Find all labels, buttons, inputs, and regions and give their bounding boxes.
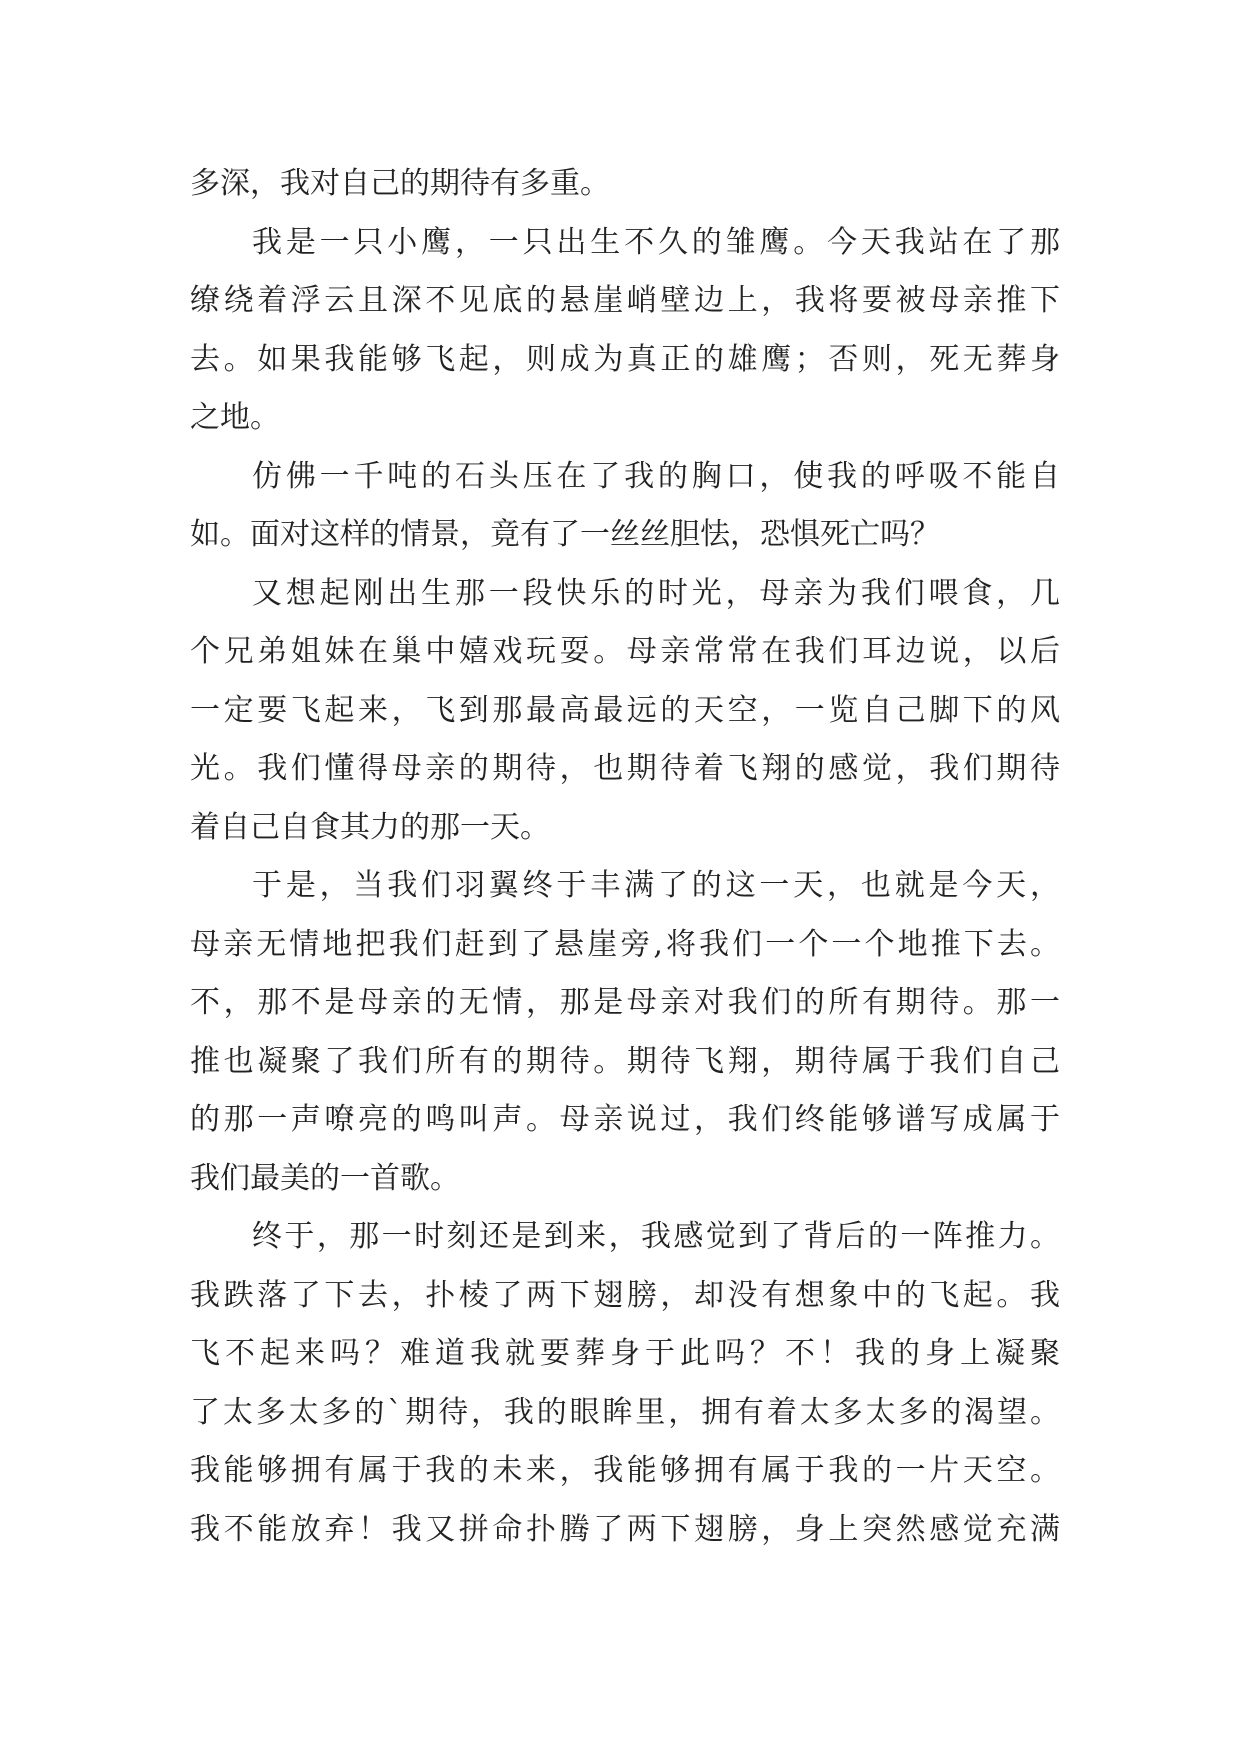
text-line: 缭绕着浮云且深不见底的悬崖峭壁边上，我将要被母亲推下: [190, 283, 1060, 318]
text-line: 推也凝聚了我们所有的期待。期待飞翔，期待属于我们自己: [190, 1043, 1060, 1079]
text-line: 光。我们懂得母亲的期待，也期待着飞翔的感觉，我们期待: [190, 751, 1060, 786]
text-line: 我是一只小鹰，一只出生不久的雏鹰。今天我站在了那: [252, 224, 1060, 260]
text-line: 之地。: [190, 400, 280, 435]
text-line: 我们最美的一首歌。: [190, 1160, 460, 1196]
text-line: 的那一声嘹亮的鸣叫声。母亲说过，我们终能够谱写成属于: [190, 1102, 1060, 1137]
text-line: 一定要飞起来，飞到那最高最远的天空，一览自己脚下的风: [190, 692, 1060, 728]
text-line: 飞不起来吗？难道我就要葬身于此吗？不！我的身上凝聚: [190, 1336, 1060, 1371]
text-line: 我跌落了下去，扑棱了两下翅膀，却没有想象中的飞起。我: [190, 1277, 1060, 1313]
text-line: 母亲无情地把我们赶到了悬崖旁,将我们一个一个地推下去。: [190, 926, 1060, 962]
text-line: 多深，我对自己的期待有多重。: [190, 166, 610, 201]
text-line: 又想起刚出生那一段快乐的时光，母亲为我们喂食，几: [252, 575, 1060, 611]
text-line: 如。面对这样的情景，竟有了一丝丝胆怯，恐惧死亡吗？: [190, 517, 940, 552]
text-line: 个兄弟姐妹在巢中嬉戏玩耍。母亲常常在我们耳边说，以后: [190, 634, 1060, 669]
text-line: 我能够拥有属于我的未来，我能够拥有属于我的一片天空。: [190, 1453, 1060, 1488]
text-line: 着自己自食其力的那一天。: [190, 809, 550, 845]
essay-body: [190, 155, 1060, 1559]
text-line: 仿佛一千吨的石头压在了我的胸口，使我的呼吸不能自: [252, 458, 1060, 494]
text-line: 去。如果我能够飞起，则成为真正的雄鹰；否则，死无葬身: [190, 341, 1060, 377]
text-line: 于是，当我们羽翼终于丰满了的这一天，也就是今天，: [252, 868, 1060, 903]
text-line: 我不能放弃！我又拼命扑腾了两下翅膀，身上突然感觉充满: [190, 1511, 1060, 1547]
text-line: 不，那不是母亲的无情，那是母亲对我们的所有期待。那一: [190, 985, 1060, 1020]
text-line: 终于，那一时刻还是到来，我感觉到了背后的一阵推力。: [252, 1219, 1060, 1254]
text-line: 了太多太多的`期待，我的眼眸里，拥有着太多太多的渴望。: [190, 1394, 1060, 1430]
